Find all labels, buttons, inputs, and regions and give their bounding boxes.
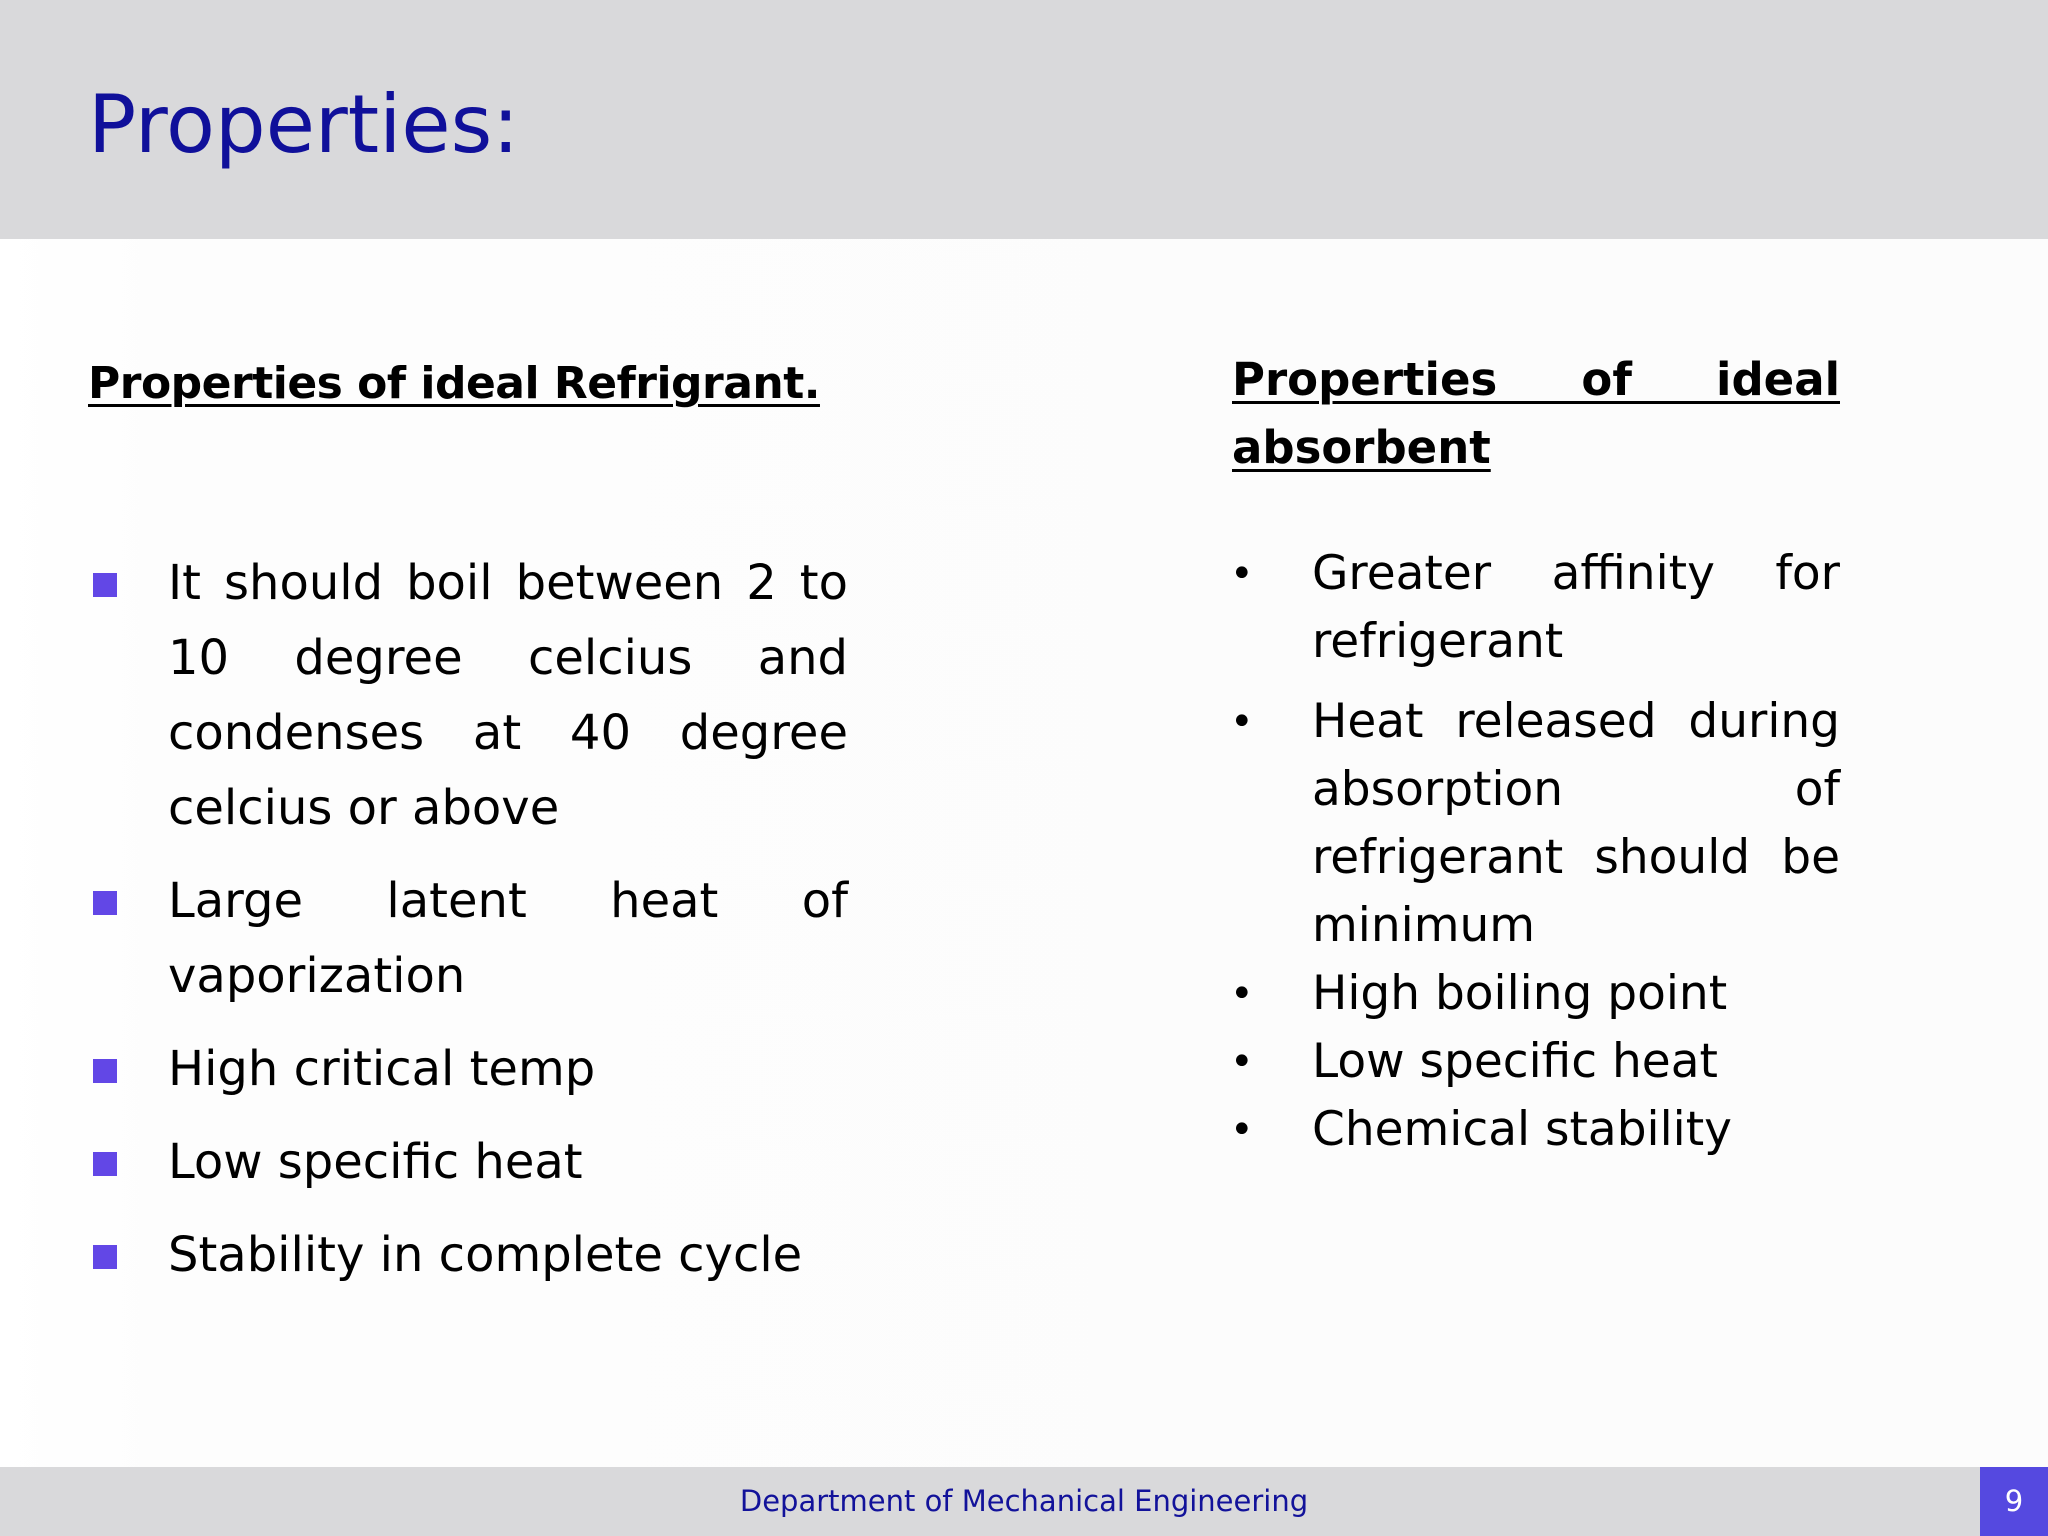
list-item [88, 546, 848, 846]
square-bullet-icon [93, 573, 117, 597]
square-bullet-icon [93, 1152, 117, 1176]
list-item [1232, 960, 1840, 1028]
list-item-text: Chemical stability [1312, 1102, 1732, 1157]
list-item-text: Low specific heat [168, 1134, 583, 1190]
list-item-text: Large latent heat of vaporization [168, 873, 848, 1004]
list-item-text: It should boil between 2 to 10 degree celcius and condenses at 40 degree celcius or above [168, 555, 848, 836]
square-bullet-icon [93, 1059, 117, 1083]
footer-band [0, 1467, 2048, 1536]
list-item-text: Heat released during absorption of refrigerant should be minimum [1312, 694, 1840, 953]
list-item [88, 1218, 848, 1293]
left-column-heading: Properties of ideal Refrigrant. [88, 358, 820, 409]
round-bullet-icon: • [1230, 551, 1254, 597]
list-item [1232, 688, 1840, 960]
list-item-text: High critical temp [168, 1041, 596, 1097]
right-column-heading: Properties of ideal absorbent [1232, 353, 1840, 474]
list-item [88, 864, 848, 1014]
list-item-text: High boiling point [1312, 966, 1728, 1021]
list-item-text: Stability in complete cycle [168, 1227, 803, 1283]
list-item-text: Low specific heat [1312, 1034, 1718, 1089]
square-bullet-icon [93, 1245, 117, 1269]
right-column [1232, 346, 1840, 1164]
header-band [0, 0, 2048, 239]
round-bullet-icon: • [1230, 699, 1254, 745]
round-bullet-icon: • [1230, 1107, 1254, 1153]
footer-department: Department of Mechanical Engineering [739, 1484, 1309, 1518]
list-item [1232, 1096, 1840, 1164]
round-bullet-icon: • [1230, 971, 1254, 1017]
list-item-text: Greater affinity for refrigerant [1312, 546, 1840, 669]
page-number: 9 [1980, 1467, 2048, 1536]
refrigerant-properties-list [88, 546, 848, 1293]
list-item [1232, 540, 1840, 676]
list-item [1232, 1028, 1840, 1096]
left-column [88, 350, 848, 1311]
slide-title: Properties: [88, 78, 520, 171]
round-bullet-icon: • [1230, 1039, 1254, 1085]
list-item [88, 1032, 848, 1107]
square-bullet-icon [93, 891, 117, 915]
absorbent-properties-list [1232, 540, 1840, 1164]
list-item [88, 1125, 848, 1200]
